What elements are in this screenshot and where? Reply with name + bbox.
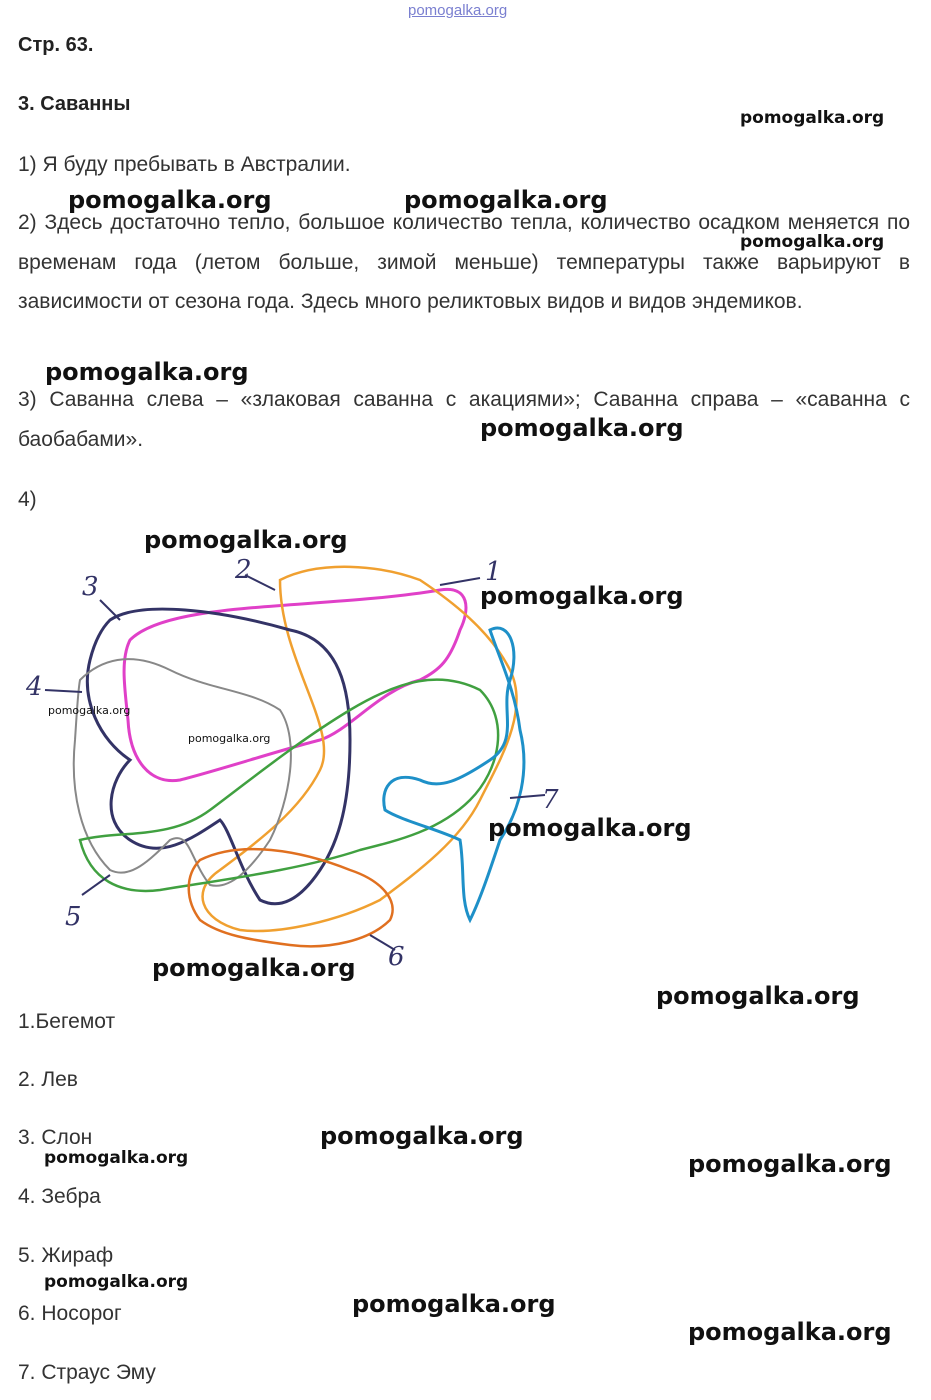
animal-item-4: 4. Зебра	[18, 1185, 101, 1208]
watermark: pomogalka.org	[352, 1290, 556, 1318]
outline-6	[189, 849, 393, 946]
watermark: pomogalka.org	[144, 526, 348, 554]
answer-1: 1) Я буду пребывать в Австралии.	[18, 153, 351, 176]
figure-label-4: 4	[26, 672, 43, 702]
answer-2: 2) Здесь достаточно тепло, большое количество тепла, количество осадком меняется по временам года (летом больше, зимой меньше) температуры также варьируют в зависимости от сезона года. Здесь много реликтовых видов и видов эндемиков.	[18, 211, 910, 313]
figure-label-6: 6	[388, 942, 405, 972]
watermark: pomogalka.org	[740, 108, 885, 128]
watermark: pomogalka.org	[152, 954, 356, 982]
watermark: pomogalka.org	[44, 1272, 189, 1292]
watermark: pomogalka.org	[320, 1122, 524, 1150]
watermark: pomogalka.org	[480, 582, 684, 610]
figure-label-5: 5	[65, 902, 82, 932]
outline-1	[124, 589, 466, 780]
watermark: pomogalka.org	[45, 358, 249, 386]
animal-item-3: 3. Слон	[18, 1126, 93, 1149]
watermark: pomogalka.org	[688, 1150, 892, 1178]
answer-4: 4)	[18, 488, 37, 511]
animal-item-1: 1.Бегемот	[18, 1010, 116, 1033]
figure-label-3: 3	[82, 572, 99, 602]
figure-label-2: 2	[235, 555, 252, 585]
watermark: pomogalka.org	[488, 814, 692, 842]
watermark: pomogalka.org	[480, 414, 684, 442]
watermark: pomogalka.org	[44, 1148, 189, 1168]
outline-7	[384, 628, 524, 920]
animal-item-5: 5. Жираф	[18, 1244, 114, 1267]
animal-item-7: 7. Страус Эму	[18, 1361, 156, 1384]
animal-item-6: 6. Носорог	[18, 1302, 122, 1325]
watermark: pomogalka.org	[68, 186, 272, 214]
watermark: pomogalka.org	[740, 232, 885, 252]
watermark: pomogalka.org	[48, 704, 131, 717]
site-link[interactable]: pomogalka.org	[408, 2, 508, 19]
page-label: Стр. 63.	[18, 34, 94, 56]
answer-3: 3) Саванна слева – «злаковая саванна с акациями»; Саванна справа – «саванна с баобабами».	[18, 388, 910, 451]
figure-label-7: 7	[542, 785, 559, 815]
watermark: pomogalka.org	[404, 186, 608, 214]
watermark: pomogalka.org	[688, 1318, 892, 1346]
section-title: 3. Саванны	[18, 93, 131, 115]
watermark: pomogalka.org	[656, 982, 860, 1010]
figure-label-1: 1	[485, 557, 502, 587]
animal-item-2: 2. Лев	[18, 1068, 78, 1091]
watermark: pomogalka.org	[188, 732, 271, 745]
